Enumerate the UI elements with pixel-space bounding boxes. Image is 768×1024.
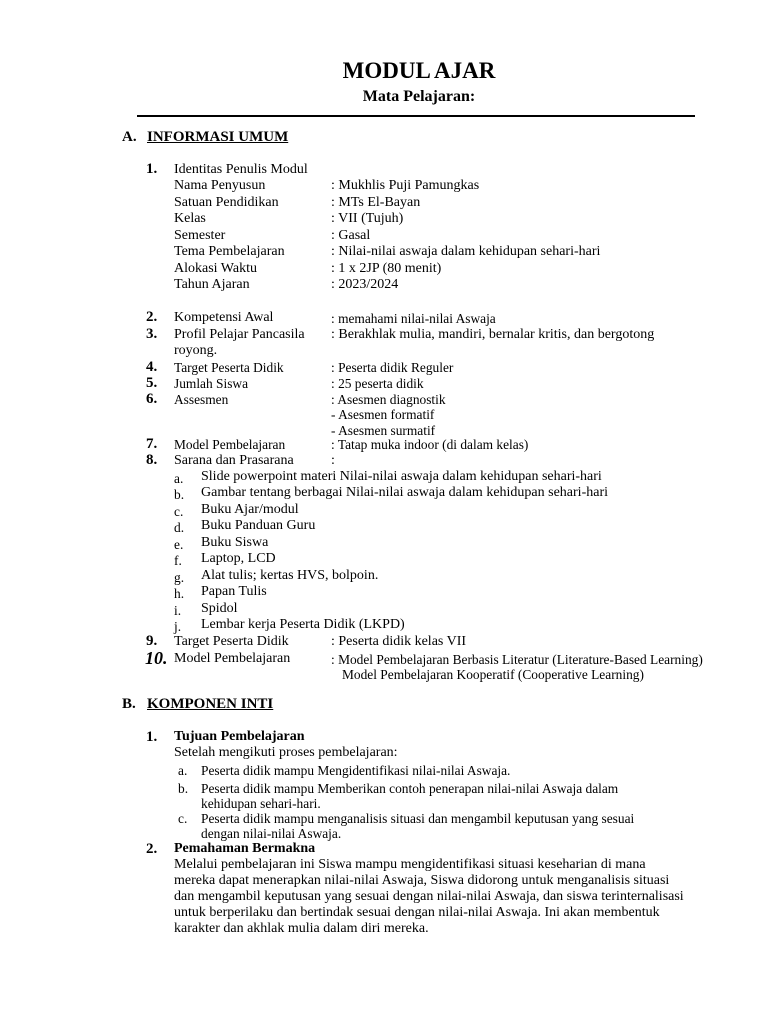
list-letter: c. [178, 811, 188, 826]
item-value: : Peserta didik Reguler [331, 360, 454, 375]
list-item: Alat tulis; kertas HVS, bolpoin. [201, 568, 379, 583]
identity-value: : MTs El-Bayan [331, 195, 421, 210]
item-value: Model Pembelajaran Kooperatif (Cooperative Learning) [342, 667, 644, 682]
item-key: Model Pembelajaran [174, 651, 291, 666]
list-item-continued: dengan nilai-nilai Aswaja. [201, 826, 342, 841]
list-letter: h. [174, 586, 185, 601]
paragraph-line: mereka dapat menerapkan nilai-nilai Aswaja, Siswa didorong untuk menganalisis situasi [174, 873, 670, 888]
list-letter: j. [174, 619, 182, 634]
list-item: Peserta didik mampu Mengidentifikasi nilai-nilai Aswaja. [201, 763, 511, 778]
section-b-heading: KOMPONEN INTI [147, 696, 274, 712]
list-item: Papan Tulis [201, 584, 267, 599]
item-number: 7. [146, 436, 158, 452]
item-key: Target Peserta Didik [174, 360, 284, 375]
item-key: Jumlah Siswa [174, 376, 249, 391]
item-value: - Asesmen surmatif [331, 423, 436, 438]
item-value: : Model Pembelajaran Berbasis Literatur (Literature-Based Learning) [331, 652, 703, 667]
list-item: Gambar tentang berbagai Nilai-nilai aswaja dalam kehidupan sehari-hari [201, 485, 608, 500]
item-key: Kompetensi Awal [174, 310, 274, 325]
identity-key: Tema Pembelajaran [174, 244, 285, 259]
list-item: Buku Siswa [201, 535, 269, 550]
identity-value: : 1 x 2JP (80 menit) [331, 261, 442, 276]
list-letter: a. [174, 471, 184, 486]
identity-value: : Nilai-nilai aswaja dalam kehidupan sehari-hari [331, 244, 601, 259]
identity-value: : 2023/2024 [331, 277, 399, 292]
item-number: 5. [146, 375, 158, 391]
identity-key: Tahun Ajaran [174, 277, 250, 292]
identity-key: Kelas [174, 211, 206, 226]
list-letter: f. [174, 553, 182, 568]
item-value: : [331, 453, 335, 468]
paragraph-line: Melalui pembelajaran ini Siswa mampu mengidentifikasi situasi keseharian di mana [174, 857, 646, 872]
identity-value: : Mukhlis Puji Pamungkas [331, 178, 480, 193]
item-value-continued: royong. [174, 343, 218, 358]
paragraph-line: dan mengambil keputusan yang sesuai dengan nilai-nilai Aswaja, dan siswa terinternalisasi [174, 889, 684, 904]
list-item: Buku Panduan Guru [201, 518, 316, 533]
item-value: : memahami nilai-nilai Aswaja [331, 311, 496, 326]
item-number: 3. [146, 326, 158, 342]
item-key: Profil Pelajar Pancasila [174, 327, 305, 342]
title-divider [137, 115, 695, 117]
identity-key: Alokasi Waktu [174, 261, 257, 276]
item-value: : 25 peserta didik [331, 376, 424, 391]
identity-key: Satuan Pendidikan [174, 195, 279, 210]
item-number: 9. [146, 633, 158, 649]
list-item: Buku Ajar/modul [201, 502, 299, 517]
page-title: MODUL AJAR [342, 58, 496, 83]
section-b-letter: B. [122, 696, 136, 712]
list-letter: d. [174, 520, 185, 535]
list-item: Slide powerpoint materi Nilai-nilai aswaja dalam kehidupan sehari-hari [201, 469, 602, 484]
subsection-heading: Tujuan Pembelajaran [174, 729, 305, 744]
identity-key: Semester [174, 228, 226, 243]
item-value: - Asesmen formatif [331, 407, 435, 422]
item-number: 4. [146, 359, 158, 375]
paragraph-line: karakter dan akhlak mulia dalam diri mereka. [174, 921, 429, 936]
list-letter: b. [174, 487, 185, 502]
item-number: 2. [146, 309, 158, 325]
item-number: 8. [146, 452, 158, 468]
item-value: : Asesmen diagnostik [331, 392, 446, 407]
item-number: 1. [146, 729, 158, 745]
list-item: Lembar kerja Peserta Didik (LKPD) [201, 617, 405, 632]
item-key: Target Peserta Didik [174, 634, 289, 649]
item-value: : Berakhlak mulia, mandiri, bernalar kritis, dan bergotong [331, 327, 655, 342]
list-item-continued: kehidupan sehari-hari. [201, 796, 321, 811]
list-item: Peserta didik mampu Memberikan contoh penerapan nilai-nilai Aswaja dalam [201, 781, 619, 796]
page-subtitle: Mata Pelajaran: [362, 88, 476, 105]
item-value: : Peserta didik kelas VII [331, 634, 467, 649]
list-letter: b. [178, 781, 189, 796]
item-key: Model Pembelajaran [174, 437, 286, 452]
section-a-heading: INFORMASI UMUM [147, 129, 289, 145]
identity-value: : VII (Tujuh) [331, 211, 404, 226]
item-number: 1. [146, 161, 158, 177]
list-item: Spidol [201, 601, 238, 616]
list-letter: i. [174, 603, 182, 618]
item-value: : Tatap muka indoor (di dalam kelas) [331, 437, 529, 452]
subsection-intro: Setelah mengikuti proses pembelajaran: [174, 745, 398, 760]
identity-label: Identitas Penulis Modul [174, 162, 308, 177]
subsection-heading: Pemahaman Bermakna [174, 841, 316, 856]
list-letter: a. [178, 763, 188, 778]
list-letter: g. [174, 570, 185, 585]
list-letter: c. [174, 504, 184, 519]
paragraph-line: untuk berperilaku dan bertindak sesuai dengan nilai-nilai Aswaja. Ini akan membentuk [174, 905, 660, 920]
item-number: 2. [146, 841, 158, 857]
item-key: Assesmen [174, 392, 229, 407]
item-number: 10. [145, 648, 168, 668]
identity-key: Nama Penyusun [174, 178, 266, 193]
list-item: Peserta didik mampu menganalisis situasi dan mengambil keputusan yang sesuai [201, 811, 635, 826]
item-key: Sarana dan Prasarana [174, 453, 294, 468]
list-item: Laptop, LCD [201, 551, 276, 566]
identity-value: : Gasal [331, 228, 371, 243]
list-letter: e. [174, 537, 184, 552]
item-number: 6. [146, 391, 158, 407]
section-a-letter: A. [122, 129, 137, 145]
